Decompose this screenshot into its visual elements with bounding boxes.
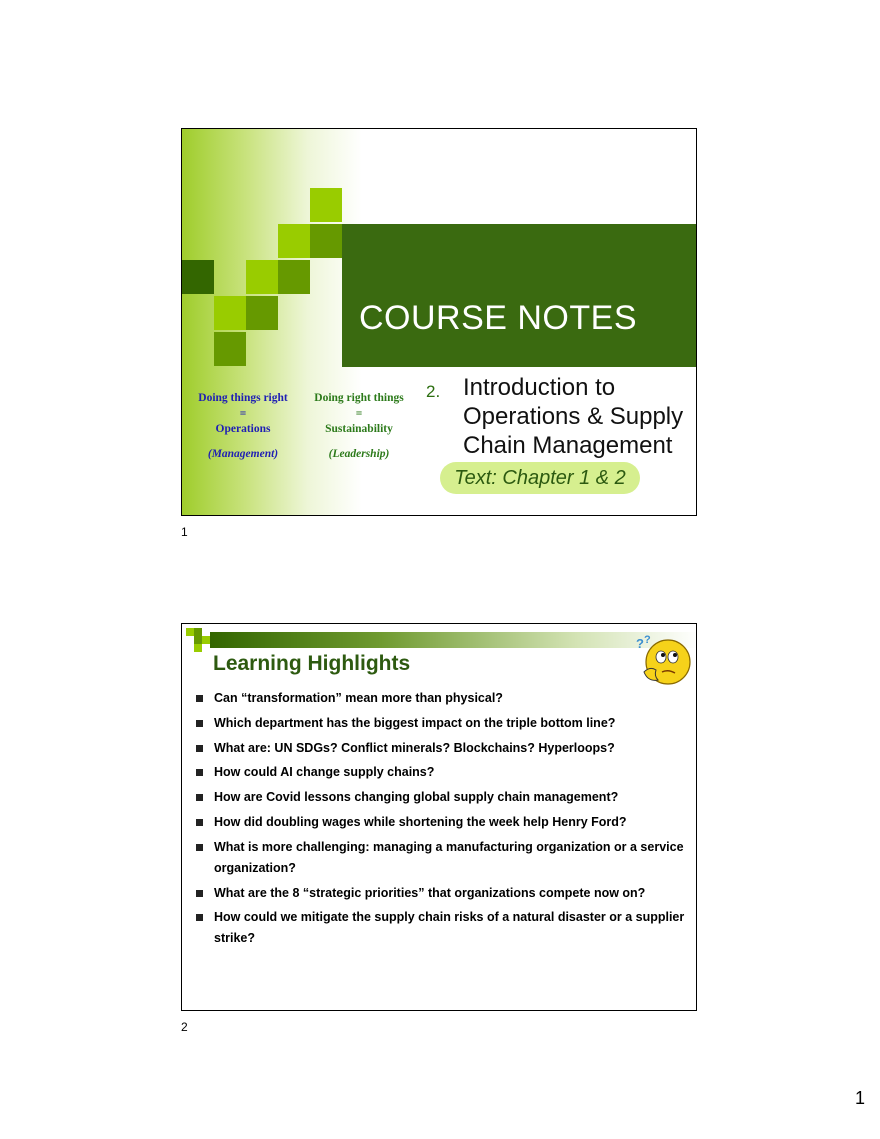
question-text: What is more challenging: managing a manufacturing organization or a service organization? xyxy=(214,839,684,875)
bullet-icon xyxy=(196,890,203,897)
svg-text:?: ? xyxy=(636,636,644,651)
header-bar xyxy=(210,632,697,648)
question-text: What are: UN SDGs? Conflict minerals? Blockchains? Hyperloops? xyxy=(214,740,615,755)
page-number: 1 xyxy=(855,1088,866,1108)
text-reference: Text: Chapter 1 & 2 xyxy=(440,462,640,494)
deco-square xyxy=(194,636,202,644)
intro-line: Chain Management xyxy=(463,432,673,459)
bullet-icon xyxy=(196,794,203,801)
deco-square xyxy=(310,224,342,258)
thinking-face-icon xyxy=(634,632,696,688)
list-item xyxy=(194,907,694,949)
right-line2: Sustainability xyxy=(325,423,393,435)
left-line3: (Management) xyxy=(207,447,279,460)
deco-square xyxy=(194,628,202,636)
deco-square xyxy=(194,644,202,652)
title-band xyxy=(342,224,697,367)
learning-highlights-title: Learning Highlights xyxy=(213,652,411,675)
deco-square xyxy=(310,188,342,222)
left-line2: Operations xyxy=(215,423,271,435)
deco-square xyxy=(202,636,210,644)
deco-square xyxy=(214,332,246,366)
list-item xyxy=(194,738,694,759)
question-text: How did doubling wages while shortening the week help Henry Ford? xyxy=(214,814,627,829)
list-item xyxy=(194,812,694,833)
right-line1: Doing right things xyxy=(314,392,404,404)
deco-square xyxy=(246,296,278,330)
right-eq: = xyxy=(355,407,363,420)
list-item xyxy=(194,688,694,709)
deco-square xyxy=(278,260,310,294)
list-item xyxy=(194,762,694,783)
item-number: 2. xyxy=(426,382,441,401)
slide-2 xyxy=(181,623,697,1011)
sustainability-block xyxy=(304,391,414,462)
slide-number-1: 1 xyxy=(181,525,188,539)
question-text: Which department has the biggest impact on the triple bottom line? xyxy=(214,715,616,730)
deco-square xyxy=(182,260,214,294)
deco-square xyxy=(246,260,278,294)
bullet-icon xyxy=(196,844,203,851)
bullet-icon xyxy=(196,914,203,921)
intro-heading xyxy=(463,373,693,460)
slide-1 xyxy=(181,128,697,516)
question-text: How are Covid lessons changing global supply chain management? xyxy=(214,790,619,805)
left-eq: = xyxy=(239,407,247,420)
operations-block xyxy=(190,391,296,462)
bullet-icon xyxy=(196,819,203,826)
svg-text:?: ? xyxy=(644,634,651,646)
question-text: How could we mitigate the supply chain risks of a natural disaster or a supplier strike? xyxy=(214,910,685,946)
intro-line: Introduction to xyxy=(463,374,616,401)
right-line3: (Leadership) xyxy=(328,447,390,460)
list-item xyxy=(194,787,694,808)
deco-square xyxy=(186,628,194,636)
slide-number-2: 2 xyxy=(181,1020,188,1034)
question-text: How could AI change supply chains? xyxy=(214,765,435,780)
bullet-icon xyxy=(196,720,203,727)
list-item xyxy=(194,837,694,879)
bullet-icon xyxy=(196,769,203,776)
deco-square xyxy=(278,224,310,258)
course-title: COURSE NOTES xyxy=(358,299,638,337)
question-text: What are the 8 “strategic priorities” that organizations compete now on? xyxy=(214,885,646,900)
questions-list xyxy=(194,688,694,953)
bullet-icon xyxy=(196,745,203,752)
deco-square xyxy=(214,296,246,330)
bullet-icon xyxy=(196,695,203,702)
list-item xyxy=(194,883,694,904)
question-text: Can “transformation” mean more than physical? xyxy=(214,691,503,705)
intro-line: Operations & Supply xyxy=(463,403,684,430)
list-item xyxy=(194,713,694,734)
left-line1: Doing things right xyxy=(198,392,288,404)
